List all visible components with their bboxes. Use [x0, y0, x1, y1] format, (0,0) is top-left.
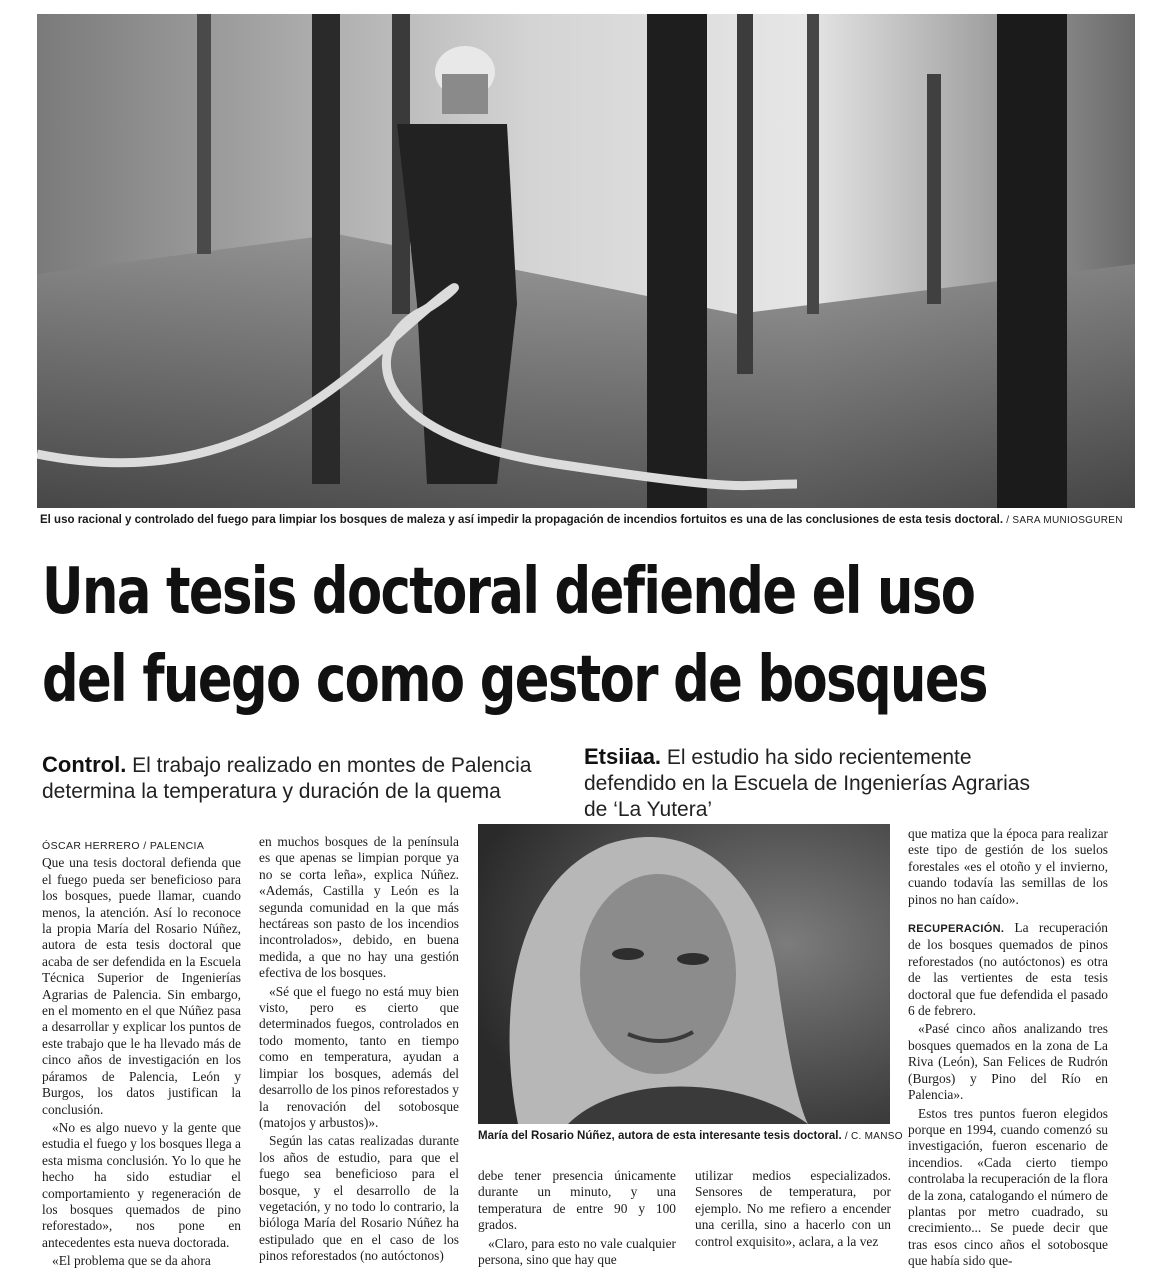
paragraph: utilizar medios especializados. Sensores de temperatura, por ejemplo. No me refiero a encender una cerilla, sino a hacerlo con un control exquisito», aclara, a la vez	[695, 1168, 891, 1249]
forest-scene-illustration	[37, 14, 1135, 508]
deck-etsiiaa	[584, 744, 1034, 823]
photo-caption	[40, 514, 1123, 526]
headline-line-2: del fuego como gestor de bosques	[42, 643, 987, 717]
deck-control-text: El trabajo realizado en montes de Palencia determina la temperatura y duración de la quema	[42, 754, 532, 803]
article-column-5	[908, 826, 1108, 1272]
portrait-caption-text: María del Rosario Núñez, autora de esta interesante tesis doctoral.	[478, 1130, 842, 1142]
paragraph: en muchos bosques de la península es que apenas se limpian porque ya no se corta leña», explica Núñez. «Además, Castilla y León es la segunda comunidad en la que más hectáreas son pasto de los incendios incontrolados», debido, en buena medida, a que no hay una gestión efectiva de los bosques.	[259, 834, 459, 981]
paragraph: «Claro, para esto no vale cualquier persona, sino que hay que	[478, 1235, 676, 1268]
paragraph: «Sé que el fuego no está muy bien visto, pero es cierto que determinados fuegos, controlados en todo momento, tanto en tiempo como en temperatura, ayudan a limpiar los bosques, además del desarrollo de los pinos reforestados y la renovación del sotobosque (matojos y arbustos)».	[259, 983, 459, 1130]
paragraph: debe tener presencia únicamente durante un minuto, y una temperatura de entre 90 y 100 grados.	[478, 1168, 676, 1233]
article-column-3	[478, 1168, 676, 1270]
firefighter-photo	[37, 14, 1135, 508]
paragraph: Estos tres puntos fueron elegidos porque en 1994, cuando comenzó su investigación, fueron escenario de incendios. «Cada cierto tiempo controlaba la recuperación de la flora de la zona, catalogando el número de plantas por metro cuadrado, su crecimiento... Se puede decir que tras esos cinco años el sotobosque que había sido que-	[908, 1105, 1108, 1269]
byline: ÓSCAR HERRERO / PALENCIA	[42, 840, 205, 852]
paragraph: que matiza que la época para realizar este tipo de gestión de los suelos forestales «es el otoño y el invierno, cuando todavía las semillas de los pinos no han caído».	[908, 826, 1108, 907]
section-lead-recuperacion: RECUPERACIÓN.	[908, 923, 1005, 936]
article-column-4	[695, 1168, 891, 1252]
deck-control-label: Control.	[42, 752, 127, 777]
deck-etsiiaa-label: Etsiiaa.	[584, 744, 662, 769]
photo-caption-text: El uso racional y controlado del fuego para limpiar los bosques de maleza y así impedir la propagación de incendios fortuitos es una de las conclusiones de esta tesis doctoral.	[40, 514, 1004, 526]
deck-control	[42, 752, 542, 805]
article-column-1	[42, 838, 241, 1272]
paragraph: Que una tesis doctoral defienda que el fuego pueda ser beneficioso para los bosques, puede llamar, cuando menos, la atención. Así lo reconoce la propia María del Rosario Núñez, autora de esta tesis doctoral que acaba de ser defendida en la Escuela Técnica Superior de Ingenierías Agrarias de Palencia. Sin embargo, en el momento en el que Núñez pasa a desarrollar y explicar los puntos de este trabajo que le ha llevado más de cinco años de investigación en los páramos de Palencia, León y Burgos, los datos justifican la conclusión.	[42, 855, 241, 1117]
recuperacion-paragraph	[908, 920, 1108, 1019]
photo-credit: / SARA MUNIOSGUREN	[1006, 515, 1123, 526]
article-column-2	[259, 834, 459, 1267]
portrait-photo	[478, 824, 890, 1124]
paragraph: «El problema que se da ahora	[52, 1253, 211, 1269]
portrait-credit: / C. MANSO	[844, 1131, 903, 1142]
portrait-caption	[478, 1130, 903, 1142]
headline-line-1: Una tesis doctoral defiende el uso	[42, 555, 975, 629]
paragraph-text: La recuperación de los bosques quemados de pinos reforestados (no autóctonos) es otra de las vertientes de esta tesis doctoral que fue defendida el pasado 6 de febrero.	[908, 920, 1108, 1019]
deck-etsiiaa-text: El estudio ha sido recientemente defendido en la Escuela de Ingenierías Agrarias de ‘La Yutera’	[584, 746, 1030, 821]
paragraph: «Pasé cinco años analizando tres bosques quemados en la zona de La Riva (León), San Felices de Rudrón (Burgos) y Pino del Río en Palencia».	[908, 1021, 1108, 1103]
paragraph: «No es algo nuevo y la gente que estudia el fuego y los bosques llega a esta misma conclusión. Yo lo que he hecho ha sido estudiar el comportamiento y regeneración de los bosques quemados de pino reforestado», nos pone en antecedentes esta nueva doctorada.	[42, 1119, 241, 1250]
portrait-illustration	[478, 824, 890, 1124]
paragraph: Según las catas realizadas durante los años de estudio, para que el fuego sea beneficioso para el bosque, y el desarrollo de la vegetación, y no todo lo contrario, la bióloga María del Rosario Núñez ha estipulado que en el caso de los pinos reforestados (no autóctonos)	[259, 1133, 459, 1264]
